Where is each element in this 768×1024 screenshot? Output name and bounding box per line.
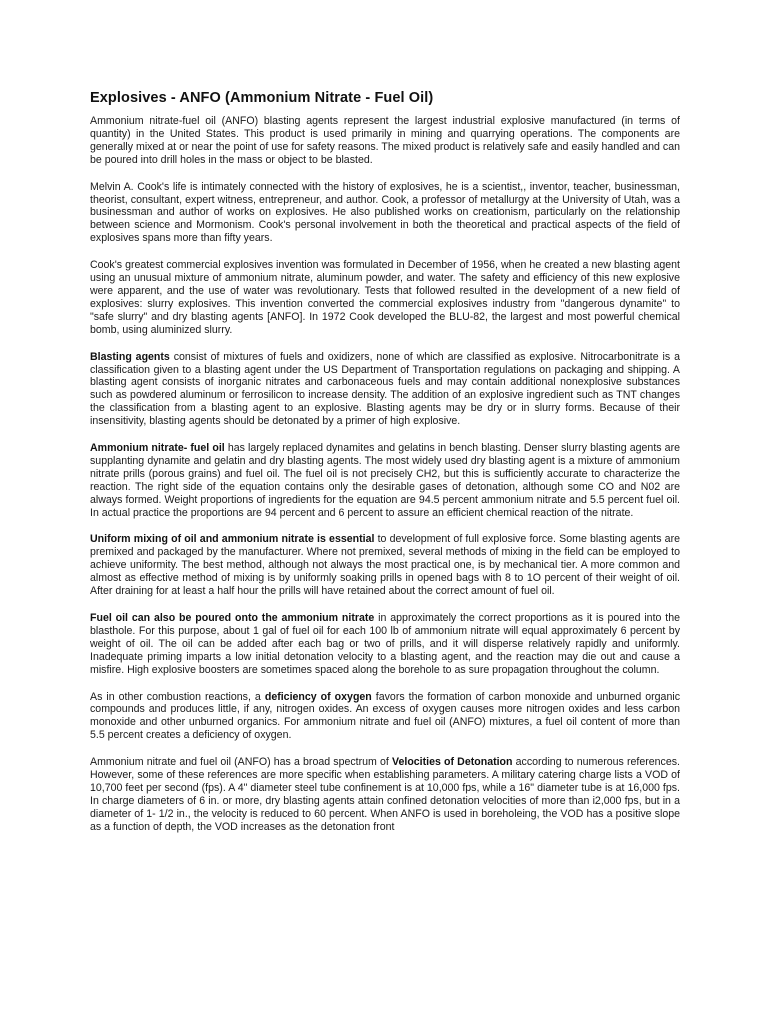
paragraph-text: consist of mixtures of fuels and oxidizers, none of which are classified as explosive. Nitrocarbonitrate is a classification given to a blasting agent under the US Department of Transportation regulations on packaging and shipping. A blasting agent consists of inorganic nitrates and carbonaceous fuels and may contain additional nonexplosive substances such as powdered aluminum or ferrosilicon to increase density. The addition of an explosive ingredient such as TNT changes the classification from a blasting agent to an explosive. Blasting agents may be dry or in slurry forms. Because of their insensitivity, blasting agents should be detonated by a primer of high explosive. [90,350,680,428]
paragraph-cook-invention [90,259,680,336]
paragraph-text-before: Ammonium nitrate and fuel oil (ANFO) has a broad spectrum of [90,756,392,769]
paragraph-text: to development of full explosive force. Some blasting agents are premixed and packaged by the manufacturer. Where not premixed, several methods of mixing in the field can be employed to achieve uniformity. The best method, although not always the most practical one, is by mechanical tier. A more common and almost as effective method of mixing is by uniformly soaking prills in opened bags with 8 to 1O percent of their weight of oil. After draining for at least a half hour the prills will have retained about the correct amount of fuel oil. [90,533,680,598]
paragraph-bold-phrase: Velocities of Detonation [392,756,513,769]
paragraph-lead: Blasting agents [90,350,170,363]
paragraph-anfo [90,442,680,519]
document-title: Explosives - ANFO (Ammonium Nitrate - Fuel Oil) [90,90,434,106]
paragraph-lead: Ammonium nitrate- fuel oil [90,442,225,455]
paragraph-velocities [90,756,680,833]
paragraph-text: Cook's greatest commercial explosives invention was formulated in December of 1956, when he created a new blasting agent using an unusual mixture of ammonium nitrate, aluminum powder, and water. The safety and efficiency of this new explosive were apparent, and the use of water was revolutionary. Tests that followed resulted in the development of a new field of explosives: slurry explosives. This invention converted the commercial explosives industry from "dangerous dynamite" to "safe slurry" and dry blasting agents [ANFO]. In 1972 Cook developed the BLU-82, the largest and most powerful chemical bomb, using aluminized slurry. [90,259,680,336]
paragraph-text-after: favors the formation of carbon monoxide and unburned organic compounds and produces little, if any, nitrogen oxides. An excess of oxygen causes more nitrogen oxides and less carbon monoxide and other unburned organics. For ammonium nitrate and fuel oil (ANFO) mixtures, a fuel oil content of more than 5.5 percent creates a deficiency of oxygen. [90,690,680,742]
document-page [90,90,680,848]
paragraph-text: Ammonium nitrate-fuel oil (ANFO) blasting agents represent the largest industrial explosive manufactured (in terms of quantity) in the United States. This product is used primarily in mining and quarrying operations. The components are generally mixed at or near the point of use for safety reasons. The mixed product is relatively safe and easily handled and can be poured into drill holes in the mass or object to be blasted. [90,115,680,166]
paragraph-cook-life [90,181,680,246]
paragraph-fuel-oil-pouring [90,612,680,677]
paragraph-blasting-agents [90,351,680,428]
paragraph-intro [90,115,680,167]
paragraph-text-after: according to numerous references. However, some of these references are more specific when establishing parameters. A military catering charge lists a VOD of 10,700 feet per second (fps). A 4" diameter steel tube confinement is at 10,000 fps, while a 16" diameter tube is at 16,000 fps. In charge diameters of 6 in. or more, dry blasting agents attain confined detonation velocities of more than i2,000 fps, but in a diameter of 1- 1/2 in., the velocity is reduced to 60 percent. When ANFO is used in boreholeing, the VOD has a positive slope as a function of depth, the VOD increases as the detonation front [90,756,680,833]
paragraph-lead: Fuel oil can also be poured onto the ammonium nitrate [90,612,375,624]
paragraph-bold-phrase: deficiency of oxygen [264,690,372,703]
paragraph-oxygen-deficiency [90,691,680,743]
paragraph-uniform-mixing [90,533,680,598]
paragraph-text: Melvin A. Cook's life is intimately connected with the history of explosives, he is a scientist,, inventor, teacher, businessman, theorist, consultant, expert witness, entrepreneur, and author. Cook, a professor of metallurgy at the University of Utah, was a businessman and author of works on explosives. He also published works on creationism, particularly on the relationship between science and Mormonism. Cook's personal involvement in both the theoretical and practical aspects of the field of explosives spans more than fifty years. [90,180,680,245]
paragraph-text: in approximately the correct proportions as it is poured into the blasthole. For this purpose, about 1 gal of fuel oil for each 100 lb of ammonium nitrate will equal approximately 6 percent by weight of oil. The oil can be added after each bag or two of prills, and it will disperse relatively rapidly and uniformly. Inadequate priming imparts a low initial detonation velocity to a blasting agent, and the reaction may die out and cause a misfire. High explosive boosters are sometimes spaced along the borehole to as sure propagation throughout the column. [90,612,680,676]
paragraph-lead: Uniform mixing of oil and ammonium nitrate is essential [90,533,375,546]
paragraph-text: has largely replaced dynamites and gelatins in bench blasting. Denser slurry blasting agents are supplanting dynamite and gelatin and dry blasting agents. The most widely used dry blasting agent is a mixture of ammonium nitrate prills (porous grains) and fuel oil. The fuel oil is not precisely CH2, but this is sufficiently accurate to characterize the reaction. The right side of the equation contains only the desirable gases of detonation, although some CO and N02 are always formed. Weight proportions of ingredients for the equation are 94.5 percent ammonium nitrate and 5.5 percent fuel oil. In actual practice the proportions are 94 percent and 6 percent to assure an efficient chemical reaction of the nitrate. [90,442,680,519]
paragraph-text-before: As in other combustion reactions, a [90,690,265,703]
